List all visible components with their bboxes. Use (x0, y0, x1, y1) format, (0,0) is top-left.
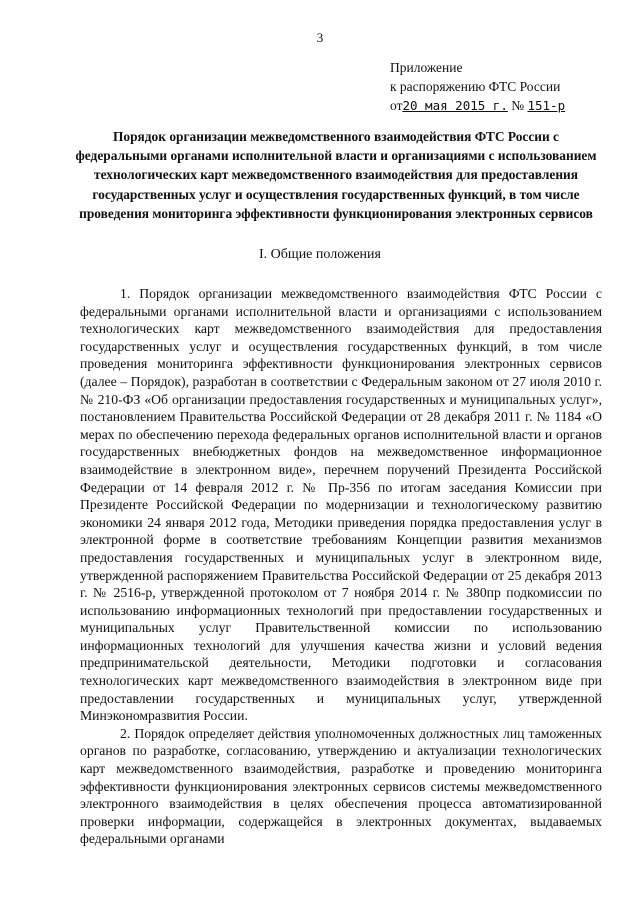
document-body (80, 285, 602, 848)
appendix-date-prefix: от (390, 98, 403, 113)
appendix-date-line (390, 96, 565, 115)
appendix-number-prefix: № (511, 98, 525, 113)
document-title: Порядок организации межведомственного взаимодействия ФТС России с федеральными органами исполнительной власти и организациями с использованием технологических карт межведомственного взаимодействия для предоставления государственных услуг и осуществления государственных функций, в том числе проведения мониторинга эффективности функционирования электронных сервисов (75, 129, 597, 221)
appendix-block (390, 58, 565, 115)
appendix-number: 151-р (527, 98, 566, 113)
paragraph-1: 1. Порядок организации межведомственного взаимодействия ФТС России с федеральными органами исполнительной власти и организациями с использованием технологических карт межведомственного взаимодействия для предоставления государственных услуг и осуществления государственных функций, в том числе проведения мониторинга эффективности функционирования электронных сервисов (далее – Порядок), разработан в соответствии с Федеральным законом от 27 июля 2010 г. № 210-ФЗ «Об организации предоставления государственных и муниципальных услуг», постановлением Правительства Российской Федерации от 28 декабря 2011 г. № 1184 «О мерах по обеспечению перехода федеральных органов исполнительной власти и органов государственных внебюджетных фондов на межведомственное информационное взаимодействие в электронном виде», перечнем поручений Президента Российской Федерации от 14 февраля 2012 г. № Пр-356 по итогам заседания Комиссии при Президенте Российской Федерации по модернизации и технологическому развитию экономики 24 января 2012 года, Методики приведения порядка предоставления услуг в электронной форме в соответствие требованиям Концепции развития механизмов предоставления государственных и муниципальных услуг в электронном виде, утвержденной распоряжением Правительства Российской Федерации от 25 декабря 2013 г. № 2516-р, утвержденной протоколом от 7 ноября 2014 г. № 380пр подкомиссии по использованию информационных технологий при предоставлении государственных и муниципальных услуг Правительственной комиссии по использованию информационных технологий для улучшения качества жизни и условий ведения предпринимательской деятельности, Методики подготовки и согласования технологических карт межведомственного взаимодействия в электронном виде при предоставлении государственных и муниципальных услуг, утвержденной Минэкономразвития России. (80, 286, 602, 724)
section-heading: I. Общие положения (259, 247, 381, 262)
paragraph-2: 2. Порядок определяет действия уполномоченных должностных лиц таможенных органов по разработке, согласованию, утверждению и актуализации технологических карт межведомственного взаимодействия, разработке и проведению мониторинга эффективности функционирования электронных сервисов системы межведомственного электронного взаимодействия в целях обеспечения процесса автоматизированной проверки информации, содержащейся в электронных документах, выдаваемых федеральными органами (80, 725, 602, 847)
appendix-date: 20 мая 2015 г. (402, 98, 508, 113)
appendix-order-reference: к распоряжению ФТС России (390, 79, 561, 94)
page-number: 3 (316, 30, 324, 45)
appendix-label: Приложение (390, 60, 463, 75)
